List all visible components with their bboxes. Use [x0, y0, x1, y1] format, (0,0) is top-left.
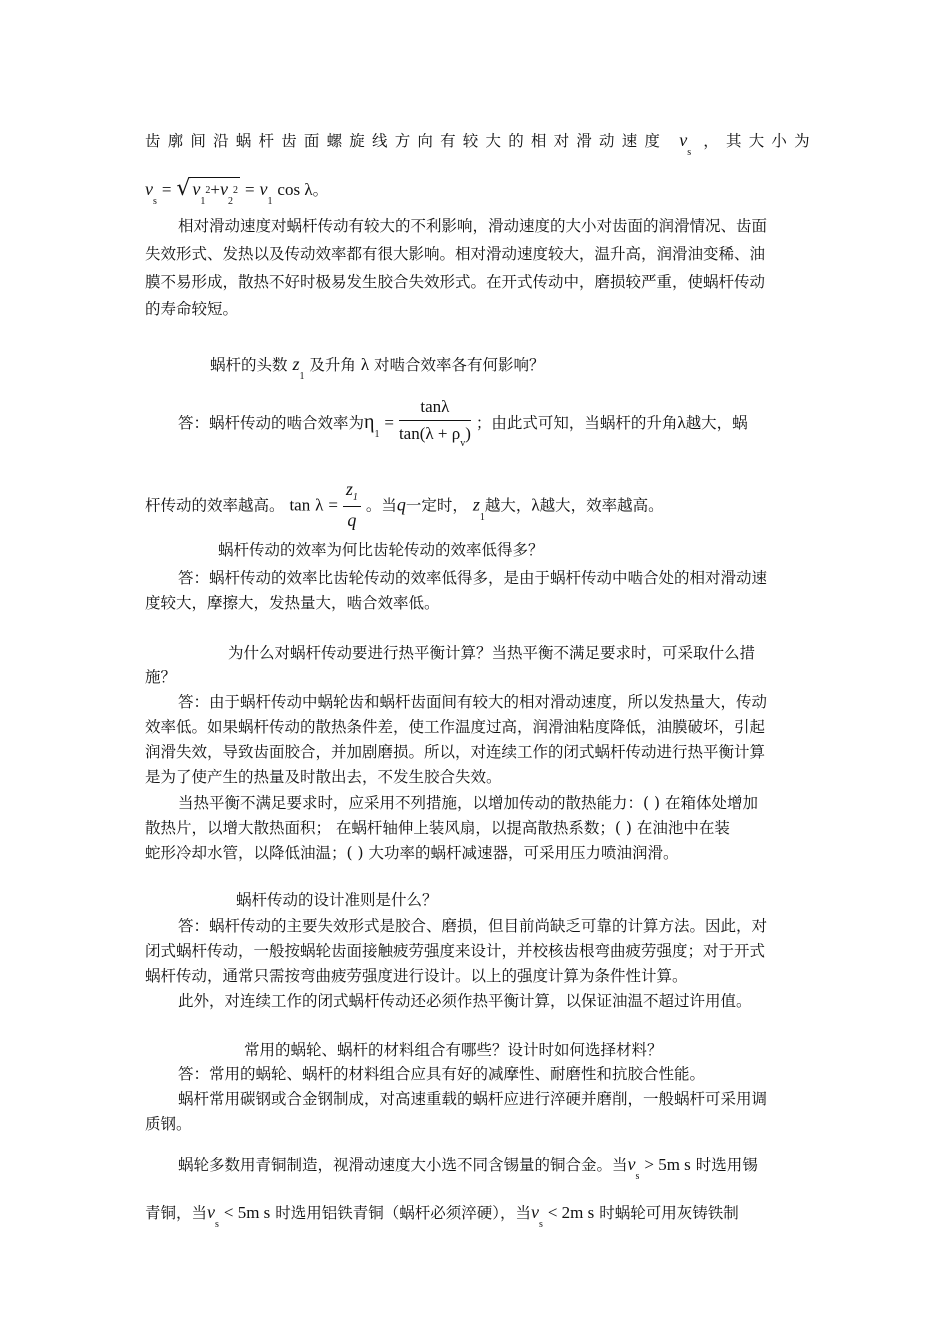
math-sub: 1 — [374, 429, 380, 440]
math-speed-condition: < 2m s — [547, 1203, 595, 1222]
math-eq: = — [244, 180, 255, 199]
answer-line: 效率低。如果蜗杆传动的散热条件差，使工作温度过高，润滑油粘度降低，油膜破坏，引起 — [145, 718, 766, 736]
math-v: v — [627, 1154, 636, 1174]
text-span: 一定时， — [405, 496, 468, 515]
question-heading — [210, 352, 545, 380]
math-lambda: λ — [360, 355, 370, 374]
math-sub: 2 — [228, 196, 233, 207]
answer-line: 是为了使产生的热量及时散出去，不发生胶合失效。 — [145, 768, 502, 786]
math-sup: 2 — [233, 185, 238, 196]
text-span: 蜗杆的头数 — [210, 356, 288, 374]
math-plus: + — [210, 180, 220, 199]
math-z: z — [345, 479, 353, 499]
answer-line: 质钢。 — [145, 1115, 192, 1133]
math-v: v — [207, 1202, 216, 1222]
math-sub: s — [539, 1219, 543, 1230]
text-span: 蜗轮多数用青铜制造，视滑动速度大小选不同含锡量的铜合金。当 — [178, 1156, 628, 1174]
question-heading-cont: 施？ — [145, 668, 177, 686]
math-v: v — [679, 130, 688, 150]
fraction-denominator — [399, 421, 471, 448]
text-span: 及升角 — [309, 356, 356, 374]
math-cos-lambda: cos λ — [277, 180, 313, 199]
text-span: 时蜗轮可用灰铸铁制 — [599, 1204, 739, 1222]
answer-line: 当热平衡不满足要求时，应采用不列措施，以增加传动的散热能力：( ) 在箱体处增加 — [178, 794, 758, 812]
question-heading: 为什么对蜗杆传动要进行热平衡计算？当热平衡不满足要求时，可采取什么措 — [228, 644, 756, 662]
answer-line: 闭式蜗杆传动，一般按蜗轮齿面接触疲劳强度来设计，并校核齿根弯曲疲劳强度；对于开式 — [145, 942, 766, 960]
answer-line: 蛇形冷却水管，以降低油温；( ) 大功率的蜗杆减速器，可采用压力喷油润滑。 — [145, 844, 679, 862]
fraction-numerator: tanλ — [399, 396, 471, 421]
text-span: 越大，效率越高。 — [539, 496, 664, 515]
math-sub: v — [460, 438, 466, 449]
text-span: 越大，蜗 — [685, 414, 748, 432]
math-eq: = — [328, 495, 338, 515]
text-span: 对啮合效率各有何影响？ — [374, 356, 545, 374]
formula-vs — [145, 176, 810, 205]
question-heading: 蜗杆传动的设计准则是什么？ — [236, 891, 438, 909]
math-v: v — [192, 179, 201, 199]
answer-line: 蜗杆传动，通常只需按弯曲疲劳强度进行设计。以上的强度计算为条件性计算。 — [145, 967, 688, 985]
text-span: ，其大小为 — [703, 132, 817, 150]
text-span: 齿廓间沿蜗杆齿面螺旋线方向有较大的相对滑动速度 — [145, 132, 668, 150]
math-v: v — [259, 179, 268, 199]
answer-line: 答：蜗杆传动的效率比齿轮传动的效率低得多，是由于蜗杆传动中啮合处的相对滑动速 — [178, 569, 768, 587]
math-lambda: λ — [315, 495, 324, 515]
math-sub: s — [635, 1171, 640, 1182]
math-eq: = — [384, 413, 395, 432]
answer-line — [178, 398, 810, 450]
answer-line — [145, 480, 810, 533]
text-span: 越大， — [484, 496, 532, 515]
answer-line: 散热片，以增大散热面积； 在蜗杆轴伸上装风扇，以提高散热系数；( ) 在油池中在装 — [145, 819, 730, 837]
answer-line: 蜗杆常用碳钢或合金钢制成，对高速重载的蜗杆应进行淬硬并磨削，一般蜗杆可采用调 — [178, 1090, 768, 1108]
paragraph-line: 相对滑动速度对蜗杆传动有较大的不利影响，滑动速度的大小对齿面的润滑情况、齿面 — [178, 217, 768, 235]
fraction-denominator: q — [347, 510, 357, 530]
question-heading: 蜗杆传动的效率为何比齿轮传动的效率低得多？ — [218, 541, 544, 559]
math-sub: 1 — [352, 492, 358, 503]
text-span: 青铜，当 — [145, 1204, 208, 1222]
math-sub: s — [153, 196, 157, 207]
answer-line — [145, 1200, 810, 1228]
paragraph-line: 膜不易形成，散热不好时极易发生胶合失效形式。在开式传动中，磨损较严重，使蜗杆传动 — [145, 273, 766, 291]
answer-line — [178, 1152, 810, 1180]
paragraph-line: 失效形式、发热以及传动效率都有很大影响。相对滑动速度较大，温升高，润滑油变稀、油 — [145, 245, 766, 263]
math-lambda: λ — [677, 413, 686, 432]
sqrt-sign: √ — [176, 176, 191, 201]
math-v: v — [145, 179, 153, 199]
text-span: 。当 — [365, 496, 397, 515]
math-eta: η — [364, 411, 375, 433]
text-span: 答：蜗杆传动的啮合效率为 — [178, 414, 365, 432]
fraction-numerator — [343, 478, 361, 507]
math-tan-open: tan(λ + ρ — [398, 424, 461, 443]
answer-line: 此外，对连续工作的闭式蜗杆传动还必须作热平衡计算，以保证油温不超过许用值。 — [178, 992, 752, 1010]
math-sub: s — [215, 1219, 219, 1230]
text-span: 时选用锡 — [695, 1156, 758, 1174]
math-z: z — [292, 354, 300, 374]
answer-line: 答：常用的蜗轮、蜗杆的材料组合应具有好的减摩性、耐磨性和抗胶合性能。 — [178, 1065, 706, 1083]
math-speed-condition: < 5m s — [223, 1203, 271, 1222]
math-lambda: λ — [531, 495, 540, 515]
math-paren: ) — [465, 424, 471, 443]
math-eq: = — [161, 180, 172, 199]
math-sub: s — [687, 147, 692, 158]
math-sub: 1 — [299, 371, 305, 382]
math-v: v — [531, 1202, 539, 1222]
math-tan: tan — [289, 495, 311, 515]
math-sub: 1 — [479, 511, 485, 523]
math-v: v — [220, 179, 228, 199]
text-span: ；由此式可知，当蜗杆的升角 — [475, 414, 678, 432]
math-q: q — [396, 494, 406, 515]
math-sub: 1 — [267, 196, 273, 207]
sqrt-body — [190, 177, 240, 207]
math-sup: 2 — [205, 185, 211, 196]
paragraph-line — [145, 128, 817, 158]
text-span: 。 — [312, 181, 329, 199]
math-sub: 1 — [200, 196, 206, 207]
math-z: z — [472, 494, 480, 515]
tan-fraction — [343, 478, 361, 531]
text-span: 杆传动的效率越高。 — [145, 496, 285, 515]
answer-line: 答：蜗杆传动的主要失效形式是胶合、磨损，但目前尚缺乏可靠的计算方法。因此，对 — [178, 917, 768, 935]
math-speed-condition: > 5m s — [644, 1155, 691, 1174]
answer-line: 度较大，摩擦大，发热量大，啮合效率低。 — [145, 594, 440, 612]
text-span: 时选用铝铁青铜（蜗杆必须淬硬），当 — [275, 1204, 531, 1222]
answer-line: 润滑失效，导致齿面胶合，并加剧磨损。所以，对连续工作的闭式蜗杆传动进行热平衡计算 — [145, 743, 766, 761]
efficiency-fraction — [399, 396, 471, 448]
paragraph-line: 的寿命较短。 — [145, 300, 239, 318]
answer-line: 答：由于蜗杆传动中蜗轮齿和蜗杆齿面间有较大的相对滑动速度，所以发热量大，传动 — [178, 693, 768, 711]
question-heading: 常用的蜗轮、蜗杆的材料组合有哪些？设计时如何选择材料？ — [244, 1041, 663, 1059]
